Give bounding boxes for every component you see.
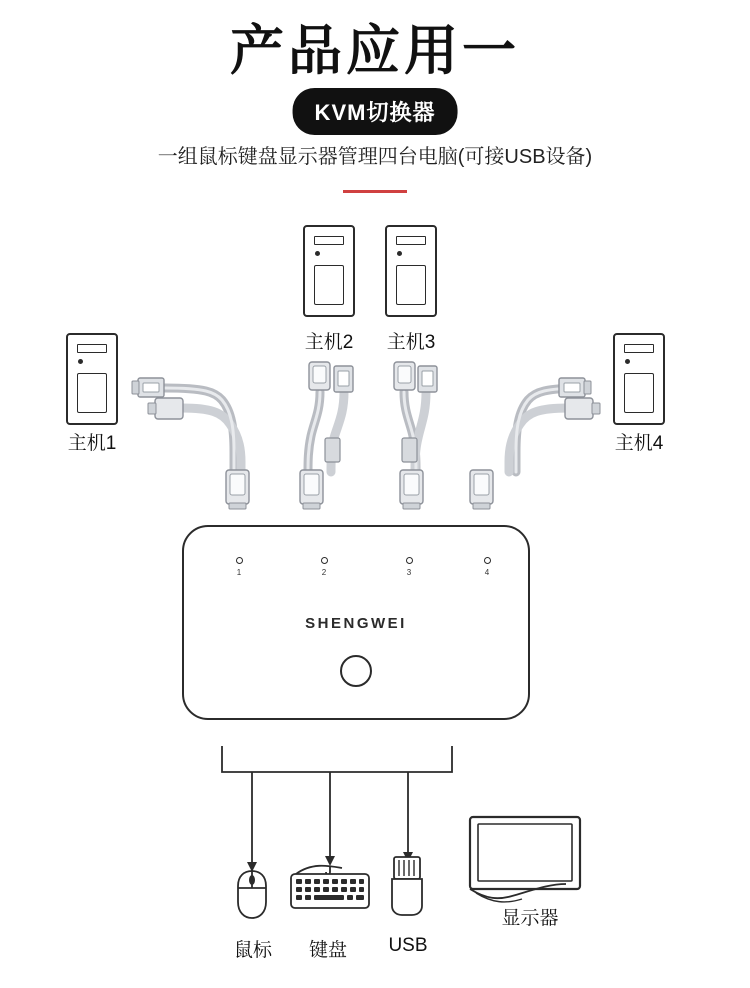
drive-slot-icon xyxy=(314,236,344,245)
monitor-label: 显示器 xyxy=(501,908,559,929)
kvm-switch-device xyxy=(182,525,530,720)
power-led-icon xyxy=(78,359,83,364)
video-connector-host2 xyxy=(309,362,330,390)
cable-group-host3 xyxy=(394,362,437,509)
port-led-3 xyxy=(406,557,413,564)
accent-divider xyxy=(343,190,407,193)
usb-a-connector-host2 xyxy=(334,366,353,392)
video-connector-host1 xyxy=(148,398,183,419)
cable-group-host1 xyxy=(132,378,249,509)
usb-label: USB xyxy=(388,935,428,956)
usb-a-connector-host4 xyxy=(559,378,591,397)
front-panel xyxy=(396,265,426,305)
port-number-2: 2 xyxy=(321,568,327,577)
drive-slot-icon xyxy=(624,344,654,353)
port-number-4: 4 xyxy=(484,568,490,577)
cable-ferrite-host3 xyxy=(402,438,417,462)
switch-plug-3 xyxy=(400,470,423,509)
product-badge: KVM切换器 xyxy=(293,88,458,135)
output-bracket xyxy=(222,746,452,872)
usb-drive-icon xyxy=(392,857,422,915)
page-subtitle: 一组鼠标键盘显示器管理四台电脑(可接USB设备) xyxy=(157,146,593,168)
keyboard-icon xyxy=(291,866,369,908)
host-2-tower xyxy=(303,225,355,317)
mouse-icon xyxy=(238,866,266,918)
host-1-label: 主机1 xyxy=(67,433,117,454)
host-4-label: 主机4 xyxy=(614,433,664,454)
video-connector-host4 xyxy=(565,398,600,419)
cable-group-host4 xyxy=(470,378,600,509)
usb-a-connector-host3 xyxy=(418,366,437,392)
cable-group-host2 xyxy=(300,362,353,509)
power-led-icon xyxy=(315,251,320,256)
switch-plug-2 xyxy=(300,470,323,509)
host-4-tower xyxy=(613,333,665,425)
front-panel xyxy=(314,265,344,305)
page-title: 产品应用一 xyxy=(230,21,520,81)
power-led-icon xyxy=(397,251,402,256)
front-panel xyxy=(77,373,107,413)
power-button[interactable] xyxy=(340,655,372,687)
front-panel xyxy=(624,373,654,413)
host-3-label: 主机3 xyxy=(386,332,436,353)
monitor-icon xyxy=(470,817,580,902)
power-led-icon xyxy=(625,359,630,364)
drive-slot-icon xyxy=(396,236,426,245)
switch-plug-1 xyxy=(226,470,249,509)
host-2-label: 主机2 xyxy=(304,332,354,353)
mouse-label: 鼠标 xyxy=(233,940,272,961)
host-3-tower xyxy=(385,225,437,317)
switch-plug-4 xyxy=(470,470,493,509)
video-connector-host3 xyxy=(394,362,415,390)
keyboard-label: 键盘 xyxy=(308,940,347,961)
cable-ferrite-host2 xyxy=(325,438,340,462)
usb-a-connector-host1 xyxy=(132,378,164,397)
brand-label: SHENGWEI xyxy=(305,615,407,632)
port-number-3: 3 xyxy=(406,568,412,577)
port-led-2 xyxy=(321,557,328,564)
port-led-4 xyxy=(484,557,491,564)
drive-slot-icon xyxy=(77,344,107,353)
port-led-1 xyxy=(236,557,243,564)
port-number-1: 1 xyxy=(236,568,242,577)
host-1-tower xyxy=(66,333,118,425)
